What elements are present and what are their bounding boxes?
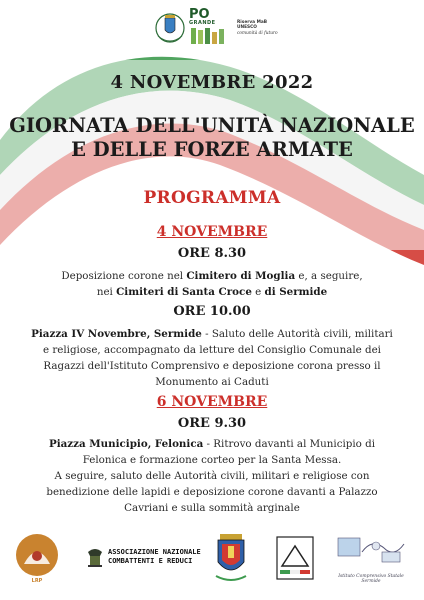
unesco-label [237, 20, 283, 37]
unesco-line1: Riserva MaB UNESCO [237, 19, 268, 31]
school-label: Istituto Comprensivo Statale Sermide [338, 574, 404, 584]
day2-heading: 6 NOVEMBRE [156, 394, 268, 410]
po-grande-river-icon [189, 26, 229, 48]
d2e1-t1: - Ritrovo davanti al Municipio di Felonica e formazione corteo per la Santa Messa. [82, 438, 376, 466]
title-line2: E DELLE FORZE ARMATE [71, 138, 353, 161]
alpini-logo-icon [276, 536, 314, 584]
day1-event2-time: ORE 10.00 [173, 304, 251, 319]
municipal-crest-icon [155, 8, 185, 48]
footer-logos [14, 530, 414, 590]
day2-event1-time: ORE 9.30 [177, 416, 247, 431]
d1e1-t4: e [251, 286, 265, 298]
military-crest-icon [214, 532, 248, 588]
lrp-logo-icon [16, 534, 58, 576]
day2-event1-description [28, 436, 396, 516]
header-logos [155, 6, 283, 50]
lrp-label: LRP [31, 578, 43, 584]
day1-event1-description [30, 268, 394, 300]
d2e1-b1: Piazza Municipio, Felonica [48, 438, 204, 450]
d1e1-t3: nei [96, 286, 117, 298]
d1e1-b1: Cimitero di Moglia [186, 270, 296, 282]
school-logo-icon [332, 532, 410, 570]
unesco-line2: comunità di futuro [237, 30, 278, 36]
day1-event2-description [28, 326, 396, 390]
d1e1-b2: Cimiteri di Santa Croce [116, 286, 252, 298]
lrp-logo [16, 534, 58, 584]
page-title [0, 114, 424, 162]
po-grande-title: PO [189, 7, 210, 22]
school-logo [332, 532, 410, 582]
day1-heading: 4 NOVEMBRE [156, 224, 268, 240]
d1e1-t1: Deposizione corone nel [61, 270, 187, 282]
d2e1-t2: A seguire, saluto delle Autorità civili, militari e religiose con benedizione delle lapidi e deposizione corone davanti a Palazzo Cavriani e sulla sommità arginale [46, 470, 378, 514]
d1e1-t2: e, a seguire, [295, 270, 363, 282]
event-date: 4 NOVEMBRE 2022 [110, 72, 314, 93]
assoc-line2: COMBATTENTI E REDUCI [108, 557, 193, 565]
day1-event1-time: ORE 8.30 [177, 246, 247, 261]
combattenti-logo-icon [86, 546, 104, 568]
d1e2-b1: Piazza IV Novembre, Sermide [31, 328, 202, 340]
assoc-line1: ASSOCIAZIONE NAZIONALE [108, 548, 201, 556]
combattenti-logo [86, 546, 201, 568]
title-line1: GIORNATA DELL'UNITÀ NAZIONALE [9, 114, 415, 137]
po-grande-subtitle: GRANDE [189, 20, 216, 26]
d1e1-b3: di Sermide [264, 286, 328, 298]
programma-heading: PROGRAMMA [143, 188, 281, 208]
d1e2-t1: - Saluto delle Autorità civili, militari e religiose, accompagnato da letture del Consiglio Comunale dei Ragazzi dell'Istituto Comprensivo e deposizione corona presso il Monumento ai Caduti [43, 328, 393, 388]
